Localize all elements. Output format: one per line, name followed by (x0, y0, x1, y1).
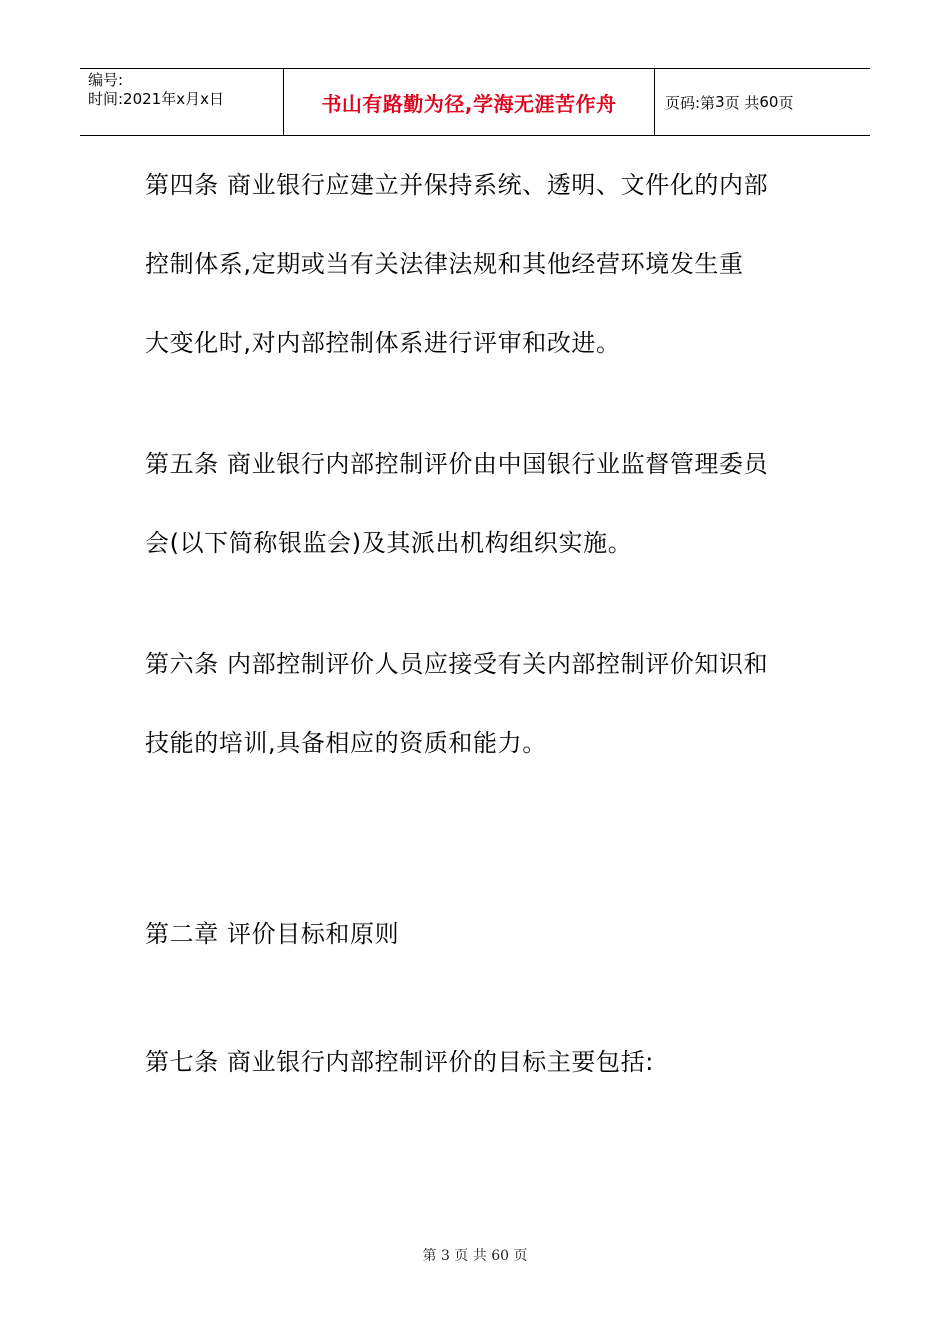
chapter-2-title: 第二章 评价目标和原则 (145, 920, 400, 948)
header-motto: 书山有路勤为径,学海无涯苦作舟 (321, 91, 617, 116)
article-4 (145, 146, 825, 383)
page-label: 页码:第 (665, 93, 716, 112)
page-header (80, 68, 870, 136)
page-suffix: 页 (778, 93, 794, 112)
article-5-line-1: 第五条 商业银行内部控制评价由中国银行业监督管理委员 (145, 450, 769, 478)
page-current: 3 (715, 93, 725, 111)
article-7 (145, 1023, 825, 1102)
document-date-label: 时间:2021年x月x日 (88, 90, 224, 108)
article-6-line-2: 技能的培训,具备相应的资质和能力。 (145, 729, 547, 757)
article-4-line-2: 控制体系,定期或当有关法律法规和其他经营环境发生重 (145, 250, 744, 278)
header-page-cell (655, 69, 870, 135)
article-6-line-1: 第六条 内部控制评价人员应接受有关内部控制评价知识和 (145, 650, 769, 678)
header-motto-cell (283, 69, 655, 135)
document-number-label: 编号: (88, 71, 124, 89)
article-4-line-3: 大变化时,对内部控制体系进行评审和改进。 (145, 329, 621, 357)
page-footer (0, 1245, 950, 1265)
header-left-cell (80, 69, 283, 135)
article-5 (145, 425, 825, 583)
page-mid-label: 页 共 (724, 93, 760, 112)
article-7-line-1: 第七条 商业银行内部控制评价的目标主要包括: (145, 1048, 654, 1076)
article-5-line-2: 会(以下简称银监会)及其派出机构组织实施。 (145, 529, 633, 557)
article-6 (145, 625, 825, 783)
footer-page-number: 第 3 页 共 60 页 (422, 1248, 528, 1264)
chapter-2-heading (145, 895, 825, 974)
page-total: 60 (759, 93, 779, 111)
article-4-line-1: 第四条 商业银行应建立并保持系统、透明、文件化的内部 (145, 171, 769, 199)
